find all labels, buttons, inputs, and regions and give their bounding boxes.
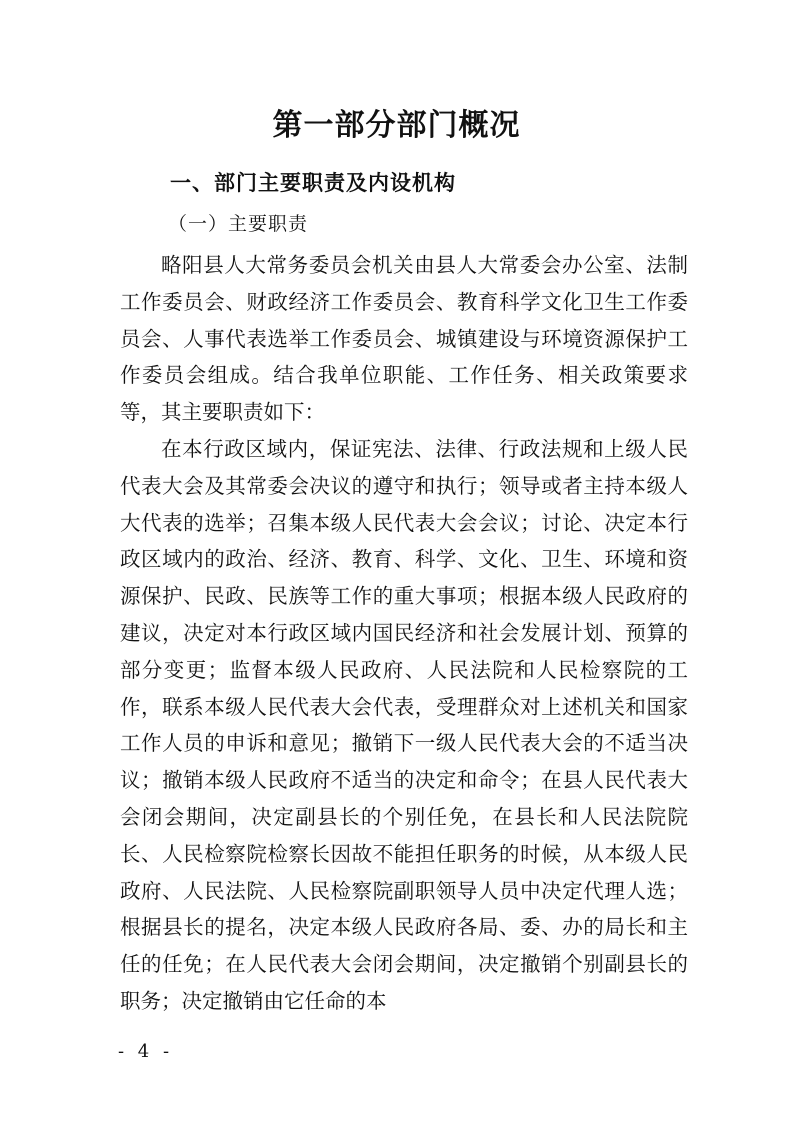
- body-text: [120, 247, 688, 1020]
- subsection-heading: （一）主要职责: [168, 213, 309, 235]
- page-number: - 4 -: [118, 1041, 174, 1062]
- page-title: 第一部分部门概况: [272, 108, 521, 143]
- section-heading: 一、部门主要职责及内设机构: [170, 171, 456, 195]
- paragraph: 在本行政区域内，保证宪法、法律、行政法规和上级人民代表大会及其常委会决议的遵守和执行；领导或者主持本级人大代表的选举；召集本级人民代表大会会议；讨论、决定本行政区域内的政治、经济、教育、科学、文化、卫生、环境和资源保护、民政、民族等工作的重大事项；根据本级人民政府的建议，决定对本行政区域内国民经济和社会发展计划、预算的部分变更；监督本级人民政府、人民法院和人民检察院的工作，联系本级人民代表大会代表，受理群众对上述机关和国家工作人员的申诉和意见；撤销下一级人民代表大会的不适当决议；撤销本级人民政府不适当的决定和命令；在县人民代表大会闭会期间，决定副县长的个别任免，在县长和人民法院院长、人民检察院检察长因故不能担任职务的时候，从本级人民政府、人民法院、人民检察院副职领导人员中决定代理人选；根据县长的提名，决定本级人民政府各局、委、办的局长和主任的任免；在人民代表大会闭会期间，决定撤销个别副县长的职务；决定撤销由它任命的本: [120, 436, 688, 1013]
- paragraph: 略阳县人大常务委员会机关由县人大常委会办公室、法制工作委员会、财政经济工作委员会、教育科学文化卫生工作委员会、人事代表选举工作委员会、城镇建设与环境资源保护工作委员会组成。结合我单位职能、工作任务、相关政策要求等，其主要职责如下：: [120, 253, 688, 425]
